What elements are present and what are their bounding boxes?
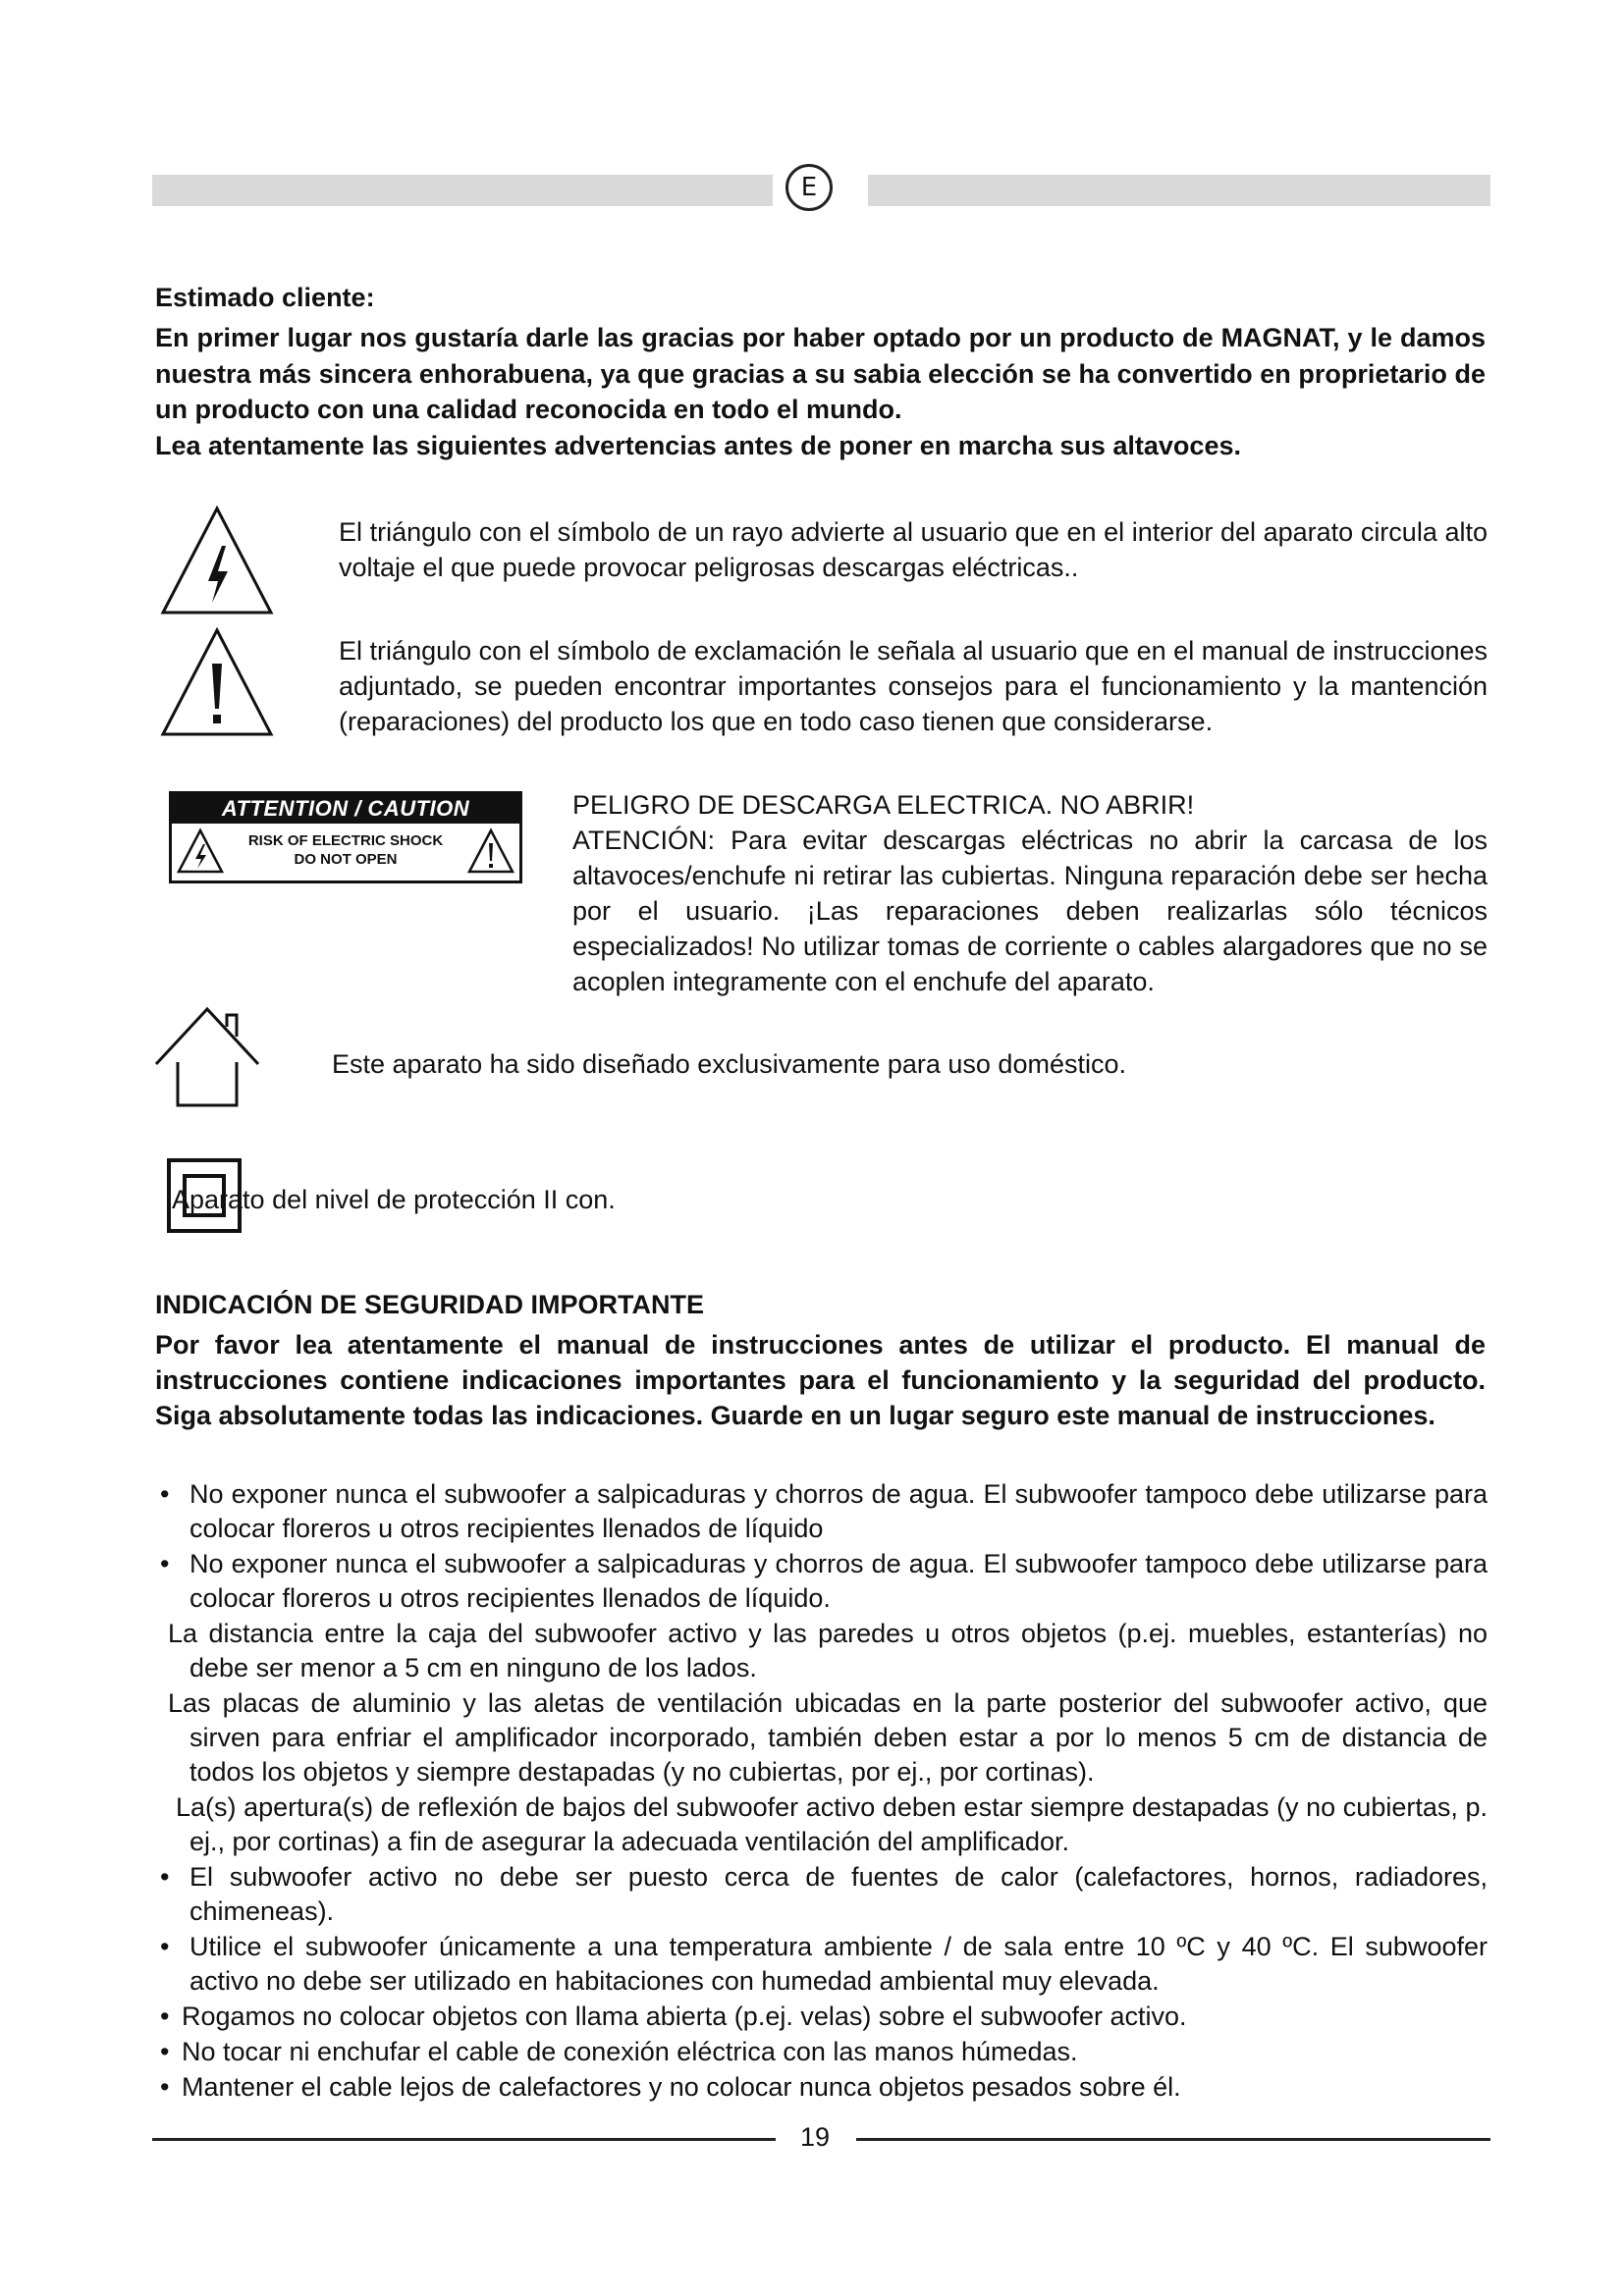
exclamation-warning-icon xyxy=(157,624,277,740)
lightning-warning-icon xyxy=(157,503,277,618)
list-item-text: Mantener el cable lejos de calefactores y no colocar nunca objetos pesados sobre él. xyxy=(182,2072,1181,2102)
lightning-description: El triángulo con el símbolo de un rayo advierte al usuario que en el interior del aparato circula alto voltaje el que puede provocar peligrosas descargas eléctricas.. xyxy=(339,517,1488,582)
list-item-text: Rogamos no colocar objetos con llama abierta (p.ej. velas) sobre el subwoofer activo. xyxy=(182,2002,1187,2031)
list-item-text: Las placas de aluminio y las aletas de ventilación ubicadas en la parte posterior del subwoofer activo, que sirven para enfriar el amplificador incorporado, también deben estar a por lo menos 5 cm de distancia de todos los objetos y siempre destapadas (y no cubiertas, por ej., por cortinas). xyxy=(168,1688,1488,1787)
page-number: 19 xyxy=(799,2122,831,2152)
list-item-text: El subwoofer activo no debe ser puesto cerca de fuentes de calor (calefactores, hornos, radiadores, chimeneas). xyxy=(189,1862,1488,1926)
list-item xyxy=(168,1617,1488,1685)
bullet-marker: • xyxy=(160,1862,170,1892)
caution-open-line: DO NOT OPEN xyxy=(294,851,398,868)
danger-text: ATENCIÓN: Para evitar descargas eléctricas no abrir la carcasa de los altavoces/enchufe ni retirar las cubiertas. Ninguna reparación debe ser hecha por el usuario. ¡Las reparaciones deben realizarlas sólo técnicos especializados! No utilizar tomas de corriente o cables alargadores que no se acoplen integramente con el enchufe del aparato. xyxy=(572,826,1488,996)
greeting-paragraph: En primer lugar nos gustaría darle las gracias por haber optado por un producto de MAGNAT, y le damos nuestra más sincera enhorabuena, ya que gracias a su sabia elección se ha convertido en proprietario de un producto con una calidad reconocida en todo el mundo. xyxy=(155,323,1486,424)
greeting-title: Estimado cliente: xyxy=(155,283,375,312)
house-icon xyxy=(152,1001,262,1109)
bullet-marker: • xyxy=(160,1932,170,1961)
list-item-text: No exponer nunca el subwoofer a salpicaduras y chorros de agua. El subwoofer tampoco debe utilizarse para colocar floreros u otros recipientes llenados de líquido xyxy=(189,1479,1488,1543)
header-bar-left xyxy=(152,175,773,206)
list-item xyxy=(160,2070,1488,2105)
list-item-text: La distancia entre la caja del subwoofer activo y las paredes u otros objetos (p.ej. muebles, estanterías) no debe ser menor a 5 cm en ninguno de los lados. xyxy=(168,1619,1488,1682)
header-bar-right xyxy=(868,175,1490,206)
footer-rule-left xyxy=(152,2138,776,2141)
house-description: Este aparato ha sido diseñado exclusivamente para uso doméstico. xyxy=(332,1049,1126,1079)
bullet-marker: • xyxy=(160,2037,170,2066)
list-item-text: La(s) apertura(s) de reflexión de bajos del subwoofer activo deben estar siempre destapadas (y no cubiertas, p. ej., por cortinas) a fin de asegurar la adecuada ventilación del amplificador. xyxy=(176,1792,1488,1856)
list-item xyxy=(160,1860,1488,1929)
bullet-marker: • xyxy=(160,2072,170,2102)
greeting-intro xyxy=(155,320,1486,463)
language-badge xyxy=(785,164,833,211)
list-item xyxy=(168,1686,1488,1789)
list-item xyxy=(160,1547,1488,1616)
list-item-text: No tocar ni enchufar el cable de conexión eléctrica con las manos húmedas. xyxy=(182,2037,1078,2066)
caution-risk-line: RISK OF ELECTRIC SHOCK xyxy=(247,832,444,849)
list-item-text: No exponer nunca el subwoofer a salpicaduras y chorros de agua. El subwoofer tampoco debe utilizarse para colocar floreros u otros recipientes llenados de líquido. xyxy=(189,1549,1488,1613)
caution-label xyxy=(169,791,522,883)
list-item xyxy=(160,1930,1488,1999)
list-item xyxy=(160,1477,1488,1546)
small-exclamation-icon xyxy=(466,828,515,875)
danger-title: PELIGRO DE DESCARGA ELECTRICA. NO ABRIR! xyxy=(572,790,1195,820)
list-item xyxy=(160,2035,1488,2069)
greeting-paragraph: Lea atentamente las siguientes advertencias antes de poner en marcha sus altavoces. xyxy=(155,430,1241,460)
caution-label-text xyxy=(233,831,459,869)
class2-description: Aparato del nivel de protección II con. xyxy=(172,1185,616,1214)
bullet-marker: • xyxy=(160,1549,170,1578)
bullet-marker: • xyxy=(160,1479,170,1509)
danger-block xyxy=(572,787,1488,999)
list-item xyxy=(160,2000,1488,2034)
safety-heading: INDICACIÓN DE SEGURIDAD IMPORTANTE xyxy=(155,1290,705,1319)
list-item-text: Utilice el subwoofer únicamente a una temperatura ambiente / de sala entre 10 ºC y 40 ºC. El subwoofer activo no debe ser utilizado en habitaciones con humedad ambiental muy elevada. xyxy=(189,1932,1488,1996)
footer-rule-right xyxy=(856,2138,1490,2141)
exclamation-description: El triángulo con el símbolo de exclamación le señala al usuario que en el manual de instrucciones adjuntado, se pueden encontrar importantes consejos para el funcionamiento y la mantención (reparaciones) del producto los que en todo caso tienen que considerarse. xyxy=(339,636,1488,736)
safety-intro: Por favor lea atentamente el manual de instrucciones antes de utilizar el producto. El manual de instrucciones contiene indicaciones importantes para el funcionamiento y la seguridad del producto. Siga absolutamente todas las indicaciones. Guarde en un lugar seguro este manual de instrucciones. xyxy=(155,1330,1486,1430)
language-code: E xyxy=(800,173,818,202)
list-item xyxy=(176,1790,1488,1859)
small-lightning-icon xyxy=(176,828,225,875)
caution-label-title: ATTENTION / CAUTION xyxy=(172,794,519,824)
bullet-marker: • xyxy=(160,2002,170,2031)
